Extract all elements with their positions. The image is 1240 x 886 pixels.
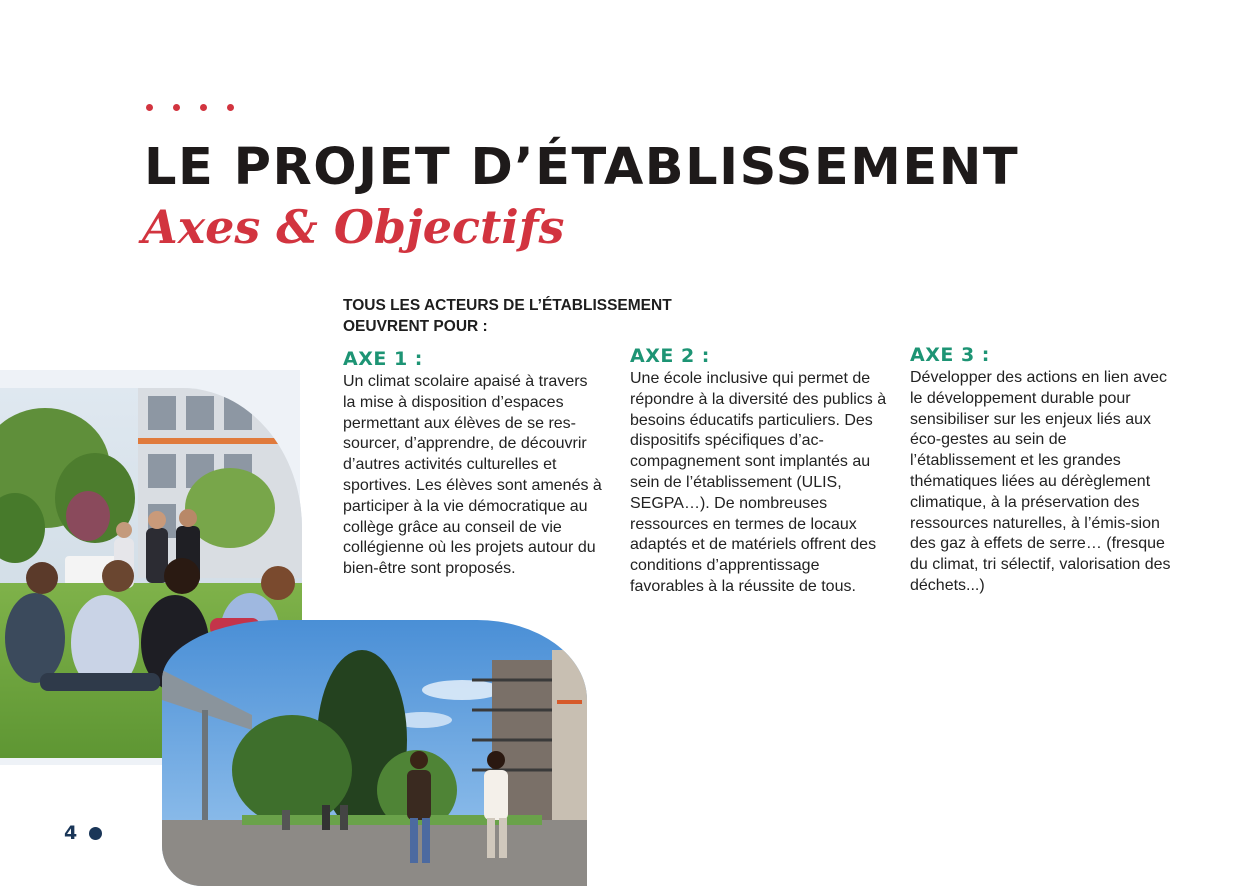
axe-1-title: AXE 1 : (343, 348, 423, 370)
axe-1-text: Un climat scolaire apaisé à travers la mise à disposition d’espaces permettant aux élèves de se res-sourcer, d’apprendre, de découvrir d’autres activités culturelles et sportives. Les élèves sont amenés à participer à la vie démocratique au collège grâce au conseil de vie collégienne où les projets autour du bien-être sont proposés. (343, 373, 602, 578)
decorative-dots (146, 104, 234, 111)
page-title: LE PROJET D’ÉTABLISSEMENT (144, 138, 1020, 197)
page-dot-icon (89, 827, 102, 840)
axe-2-block (630, 345, 892, 598)
dot-icon (146, 104, 153, 111)
dot-icon (227, 104, 234, 111)
axe-2-text: Une école inclusive qui permet de répondre à la diversité des publics à besoins éducatifs particuliers. Des dispositifs spécifiques d’ac-compagnement sont implantés au sein de l’établissement (ULIS, SEGPA…). De nombreuses ressources en termes de locaux adaptés et de matériels offrent des conditions d’apprentissage favorables à la réussite de tous. (630, 370, 887, 595)
axe-3-title: AXE 3 : (910, 344, 990, 366)
intro-heading (343, 295, 723, 337)
page-number (64, 822, 102, 844)
intro-line-2: OEUVRENT POUR : (343, 318, 488, 335)
dot-icon (200, 104, 207, 111)
axe-2-title: AXE 2 : (630, 345, 710, 367)
intro-line-1: TOUS LES ACTEURS DE L’ÉTABLISSEMENT (343, 297, 672, 314)
page-number-text: 4 (64, 822, 78, 844)
axe-3-text: Développer des actions en lien avec le développement durable pour sensibiliser sur les enjeux liés aux éco-gestes au sein de l’établissement et les grandes thématiques liées au dérèglement climatique, à la préservation des ressources naturelles, à l’émis-sion des gaz à effets de serre… (fresque du climat, tri sélectif, valorisation des déchets...) (910, 369, 1171, 594)
schoolyard-photo (162, 620, 587, 886)
page-subtitle: Axes & Objectifs (142, 200, 565, 254)
axe-3-block (910, 344, 1172, 597)
photo-collage (0, 370, 600, 886)
dot-icon (173, 104, 180, 111)
